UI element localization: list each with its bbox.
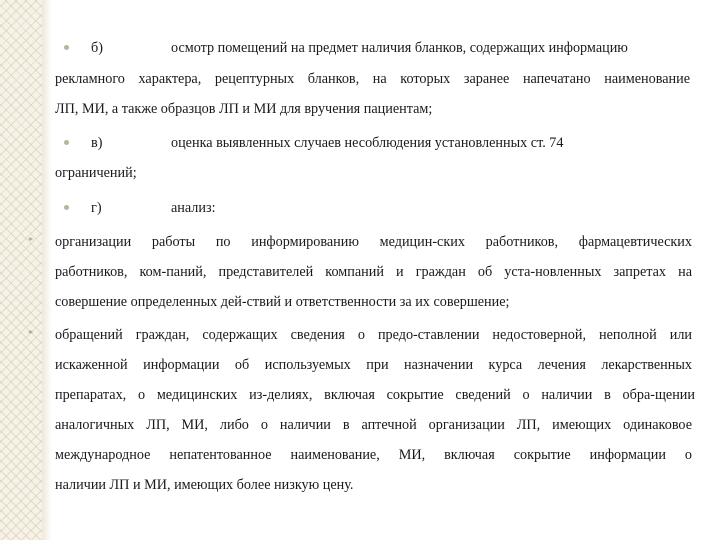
item-text: оценка выявленных случаев несоблюдения установленных ст. 74 xyxy=(171,135,564,151)
subitem-text-line: наличии ЛП и МИ, имеющих более низкую цену. xyxy=(55,477,354,493)
subitem-text-line: работников, ком-паний, представителей компаний и граждан об уста-новленных запретах на xyxy=(55,264,692,280)
subitem-text-line: искаженной информации об используемых при назначении курса лечения лекарственных xyxy=(55,357,692,373)
item-text-line: ограничений; xyxy=(55,165,137,181)
subitem-text-line: препаратах, о медицинских из-делиях, включая сокрытие сведений о наличии в обра-щении xyxy=(55,387,695,403)
subitem-text-line: международное непатентованное наименование, МИ, включая сокрытие информации о xyxy=(55,447,692,463)
subitem-text-line: обращений граждан, содержащих сведения о предо-ставлении недостоверной, неполной или xyxy=(55,327,692,343)
bullet-dot xyxy=(64,205,69,210)
item-letter: г) xyxy=(91,200,102,216)
sub-bullet-icon: * xyxy=(28,329,33,340)
item-text-line: рекламного характера, рецептурных бланков, на которых заранее напечатано наименование xyxy=(55,71,690,87)
item-text: осмотр помещений на предмет наличия бланков, содержащих информацию xyxy=(171,40,628,56)
bullet-dot xyxy=(64,140,69,145)
decorative-side-pattern xyxy=(0,0,42,540)
subitem-text-line: аналогичных ЛП, МИ, либо о наличии в аптечной организации ЛП, имеющих одинаковое xyxy=(55,417,692,433)
item-letter: б) xyxy=(91,40,103,56)
item-letter: в) xyxy=(91,135,103,151)
subitem-text-line: совершение определенных дей-ствий и ответственности за их совершение; xyxy=(55,294,510,310)
item-text-line: ЛП, МИ, а также образцов ЛП и МИ для вручения пациентам; xyxy=(55,101,433,117)
bullet-dot xyxy=(64,45,69,50)
sub-bullet-icon: * xyxy=(28,236,33,247)
item-text: анализ: xyxy=(171,200,216,216)
decorative-side-shade xyxy=(42,0,52,540)
subitem-text-line: организации работы по информированию медицин-ских работников, фармацевтических xyxy=(55,234,692,250)
